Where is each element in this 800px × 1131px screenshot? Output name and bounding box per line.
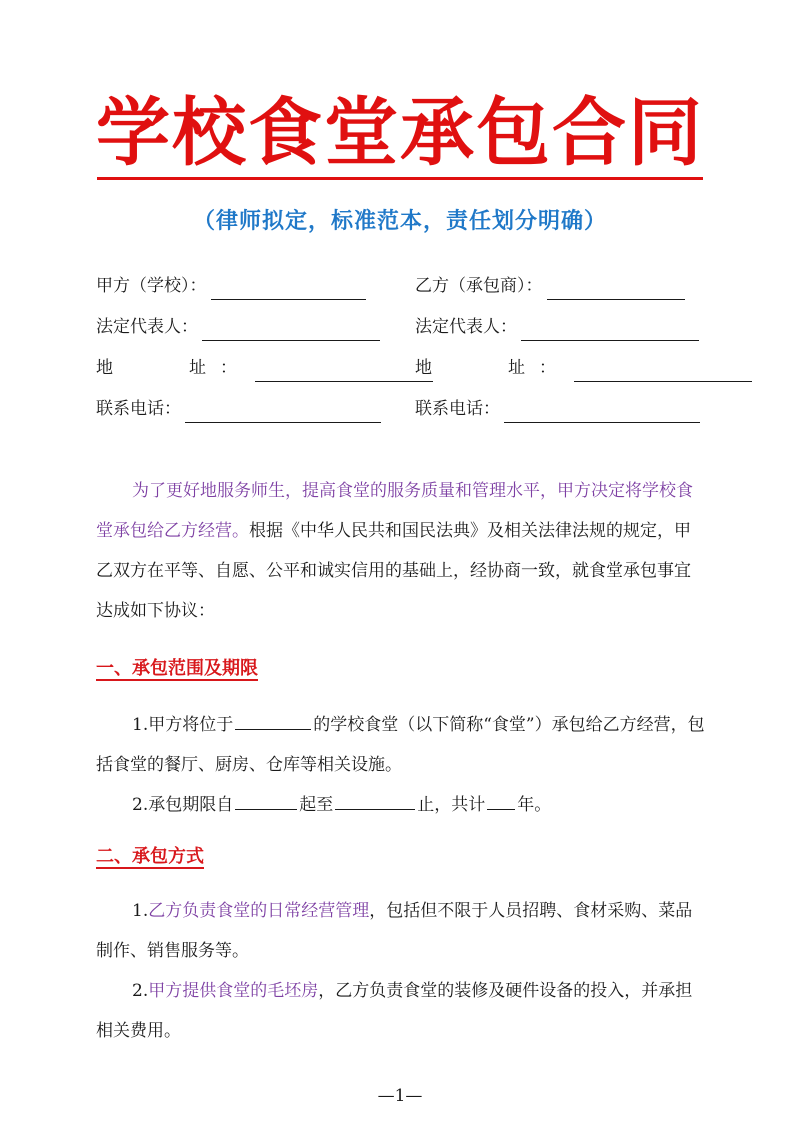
section-2-heading: 二、承包方式: [96, 846, 204, 867]
party-b-label: 乙方（承包商）：: [415, 276, 543, 296]
section-2-item-2-highlight: 甲方提供食堂的毛坯房: [148, 981, 319, 1001]
party-a-address-blank[interactable]: [255, 363, 433, 382]
intro-text: 根据《中华人民共和国民法典》及相关法律法规的规定，甲乙双方在平等、自愿、公平和诚实信用的基础上，经协商一致，就食堂承包事宜达成如下协议：: [96, 521, 691, 621]
party-a-legal-rep-row: [96, 313, 380, 341]
section-1-item-1-text-a: 1.甲方将位于: [132, 715, 234, 735]
section-2-item-1-text: ，包括但不限于人员招聘、食材采购、菜品制作、销售服务等。: [96, 901, 693, 961]
party-a-legal-rep-blank[interactable]: [202, 322, 380, 341]
section-2-item-1-highlight: 乙方负责食堂的日常经营管理: [148, 901, 370, 921]
party-b-address-blank[interactable]: [574, 363, 752, 382]
section-2-item-2-num: 2.: [132, 981, 149, 1001]
party-b-row: [415, 272, 685, 300]
party-a-address-row: [96, 354, 433, 382]
section-2-item-1-num: 1.: [132, 901, 149, 921]
document-title: 学校食堂承包合同: [96, 90, 704, 176]
party-b-legal-rep-row: [415, 313, 699, 341]
section-1-item-2-text-d: 年。: [517, 795, 552, 815]
intro-highlight: 为了更好地服务师生，提高食堂的服务质量和管理水平，甲方决定将学校食堂承包给乙方经营。: [96, 481, 693, 541]
document-subtitle: （律师拟定，标准范本，责任划分明确）: [192, 209, 607, 234]
end-date-blank[interactable]: [335, 789, 415, 810]
party-a-label: 甲方（学校）：: [96, 276, 207, 296]
party-a-legal-rep-label: 法定代表人：: [96, 317, 198, 337]
page-number: —1—: [377, 1086, 423, 1106]
party-b-legal-rep-label: 法定代表人：: [415, 317, 517, 337]
section-1-item-2-text-b: 起至: [299, 795, 334, 815]
title-underline: [97, 177, 703, 180]
years-blank[interactable]: [487, 789, 515, 810]
intro-paragraph: [96, 471, 706, 631]
party-a-phone-label: 联系电话：: [96, 399, 181, 419]
section-1-item-1: [96, 705, 706, 785]
section-2-item-2: [96, 971, 706, 1051]
party-b-phone-label: 联系电话：: [415, 399, 500, 419]
section-2-item-1: [96, 891, 706, 971]
party-a-blank[interactable]: [211, 281, 366, 300]
party-b-legal-rep-blank[interactable]: [521, 322, 699, 341]
party-a-address-label: 地 址：: [96, 358, 251, 378]
party-a-phone-row: [96, 395, 381, 423]
party-a-phone-blank[interactable]: [185, 404, 381, 423]
section-2-item-2-text: ，乙方负责食堂的装修及硬件设备的投入，并承担相关费用。: [96, 981, 693, 1041]
party-b-phone-blank[interactable]: [504, 404, 700, 423]
party-b-phone-row: [415, 395, 700, 423]
party-b-blank[interactable]: [547, 281, 685, 300]
party-b-address-row: [415, 354, 752, 382]
location-blank[interactable]: [235, 709, 311, 730]
section-1-item-2: [96, 785, 706, 825]
section-1-item-1-text-b: 的学校食堂（以下简称“食堂”）承包给乙方经营，包括食堂的餐厅、厨房、仓库等相关设施。: [96, 715, 705, 775]
party-a-row: [96, 272, 366, 300]
section-1-heading: 一、承包范围及期限: [96, 658, 258, 679]
party-b-address-label: 地 址：: [415, 358, 570, 378]
section-1-item-2-text-a: 2.承包期限自: [132, 795, 234, 815]
start-date-blank[interactable]: [235, 789, 297, 810]
section-1-item-2-text-c: 止，共计: [417, 795, 486, 815]
